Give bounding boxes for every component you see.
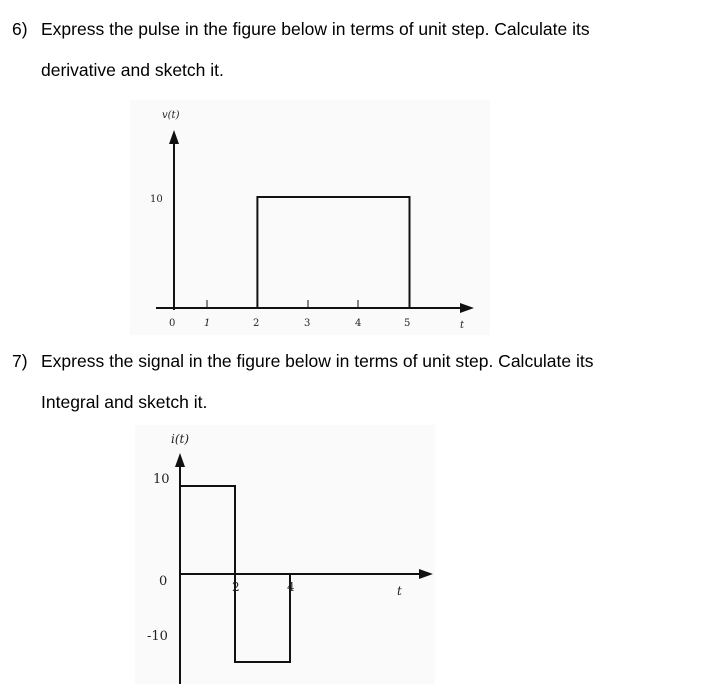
question-7-text-continued: Integral and sketch it. (41, 392, 208, 412)
y-tick-label-0: 0 (159, 574, 168, 589)
question-7-line-2 (41, 391, 207, 413)
y-tick-label-10: 10 (150, 194, 163, 205)
y-axis-label: i(t) (171, 432, 190, 446)
pulse-figure (130, 100, 490, 335)
y-tick-label-neg10: -10 (147, 629, 168, 644)
signal-figure (135, 425, 435, 684)
x-tick-label-5: 5 (404, 318, 411, 329)
question-6-text: Express the pulse in the figure below in terms of unit step. Calculate its (41, 19, 590, 39)
x-tick-label-4: 4 (287, 580, 295, 594)
x-axis-label: t (397, 584, 402, 598)
y-axis-label: v(t) (162, 110, 180, 121)
question-7-number: 7) (12, 351, 28, 371)
x-axis-label: t (460, 320, 465, 331)
x-tick-label-2: 2 (253, 318, 260, 329)
question-6-text-continued: derivative and sketch it. (41, 60, 224, 80)
figure-background (130, 100, 490, 335)
x-tick-label-2: 2 (232, 580, 240, 594)
x-tick-label-4: 4 (355, 318, 362, 329)
question-7-text: Express the signal in the figure below in terms of unit step. Calculate its (41, 351, 594, 371)
question-6-line-2 (41, 59, 224, 81)
y-tick-label-10: 10 (153, 472, 170, 487)
x-tick-label-0: 0 (169, 318, 176, 329)
x-tick-label-1: 1 (204, 318, 211, 329)
x-tick-label-3: 3 (304, 318, 311, 329)
question-6-number: 6) (12, 19, 28, 39)
